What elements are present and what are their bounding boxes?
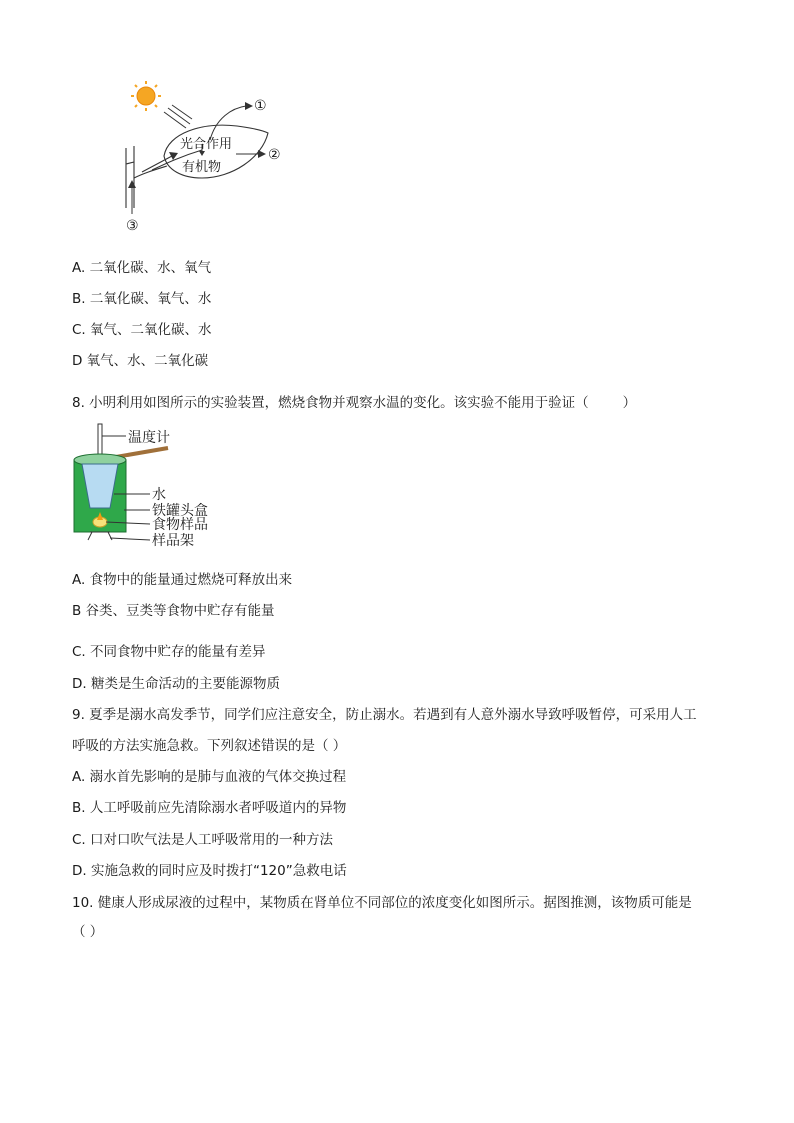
sun-icon xyxy=(131,81,161,111)
q9-option-d: D. 实施急救的同时应及时拨打“120”急救电话 xyxy=(72,863,347,879)
rack-label: 样品架 xyxy=(152,533,194,549)
q9-option-b: B. 人工呼吸前应先清除溺水者呼吸道内的异物 xyxy=(72,800,347,816)
q9-option-c: C. 口对口吹气法是人工呼吸常用的一种方法 xyxy=(72,832,334,848)
q7-option-d: D 氧气、水、二氧化碳 xyxy=(72,353,209,369)
water-label: 水 xyxy=(152,487,166,503)
q9-stem-line2: 呼吸的方法实施急救。下列叙述错误的是（ ） xyxy=(72,738,347,754)
q7-option-a: A. 二氧化碳、水、氧气 xyxy=(72,260,212,276)
q10-stem-line2: （ ） xyxy=(72,924,104,940)
organic-matter-label: 有机物 xyxy=(182,160,222,175)
sample-label: 食物样品 xyxy=(152,517,208,533)
thermometer-label: 温度计 xyxy=(128,430,170,446)
q8-option-b: B 谷类、豆类等食物中贮存有能量 xyxy=(72,603,275,619)
q8-stem xyxy=(72,391,636,411)
q8-option-c: C. 不同食物中贮存的能量有差异 xyxy=(72,644,266,660)
can-label: 铁罐头盒 xyxy=(152,503,208,519)
q8-option-d: D. 糖类是生命活动的主要能源物质 xyxy=(72,676,280,692)
q10-stem-line1: 10. 健康人形成尿液的过程中，某物质在肾单位不同部位的浓度变化如图所示。据图推测，该物质可能是 xyxy=(72,895,692,911)
calorimeter-figure xyxy=(70,422,230,550)
marker-2: ② xyxy=(268,147,281,163)
q8-option-a: A. 食物中的能量通过燃烧可释放出来 xyxy=(72,572,293,588)
q7-option-c: C. 氧气、二氧化碳、水 xyxy=(72,322,212,338)
q8-stem-text: 8. 小明利用如图所示的实验装置，燃烧食物并观察水温的变化。该实验不能用于验证（ xyxy=(72,395,589,411)
photosynthesis-figure xyxy=(112,78,292,238)
q8-stem-close: ） xyxy=(622,395,637,411)
q7-option-b: B. 二氧化碳、氧气、水 xyxy=(72,291,212,307)
marker-1: ① xyxy=(254,98,267,114)
q9-option-a: A. 溺水首先影响的是肺与血液的气体交换过程 xyxy=(72,769,347,785)
photosynthesis-label: 光合作用 xyxy=(180,137,233,152)
q9-stem-line1: 9. 夏季是溺水高发季节，同学们应注意安全，防止溺水。若遇到有人意外溺水导致呼吸暂停，可采用人工 xyxy=(72,707,697,723)
marker-3: ③ xyxy=(126,218,139,234)
